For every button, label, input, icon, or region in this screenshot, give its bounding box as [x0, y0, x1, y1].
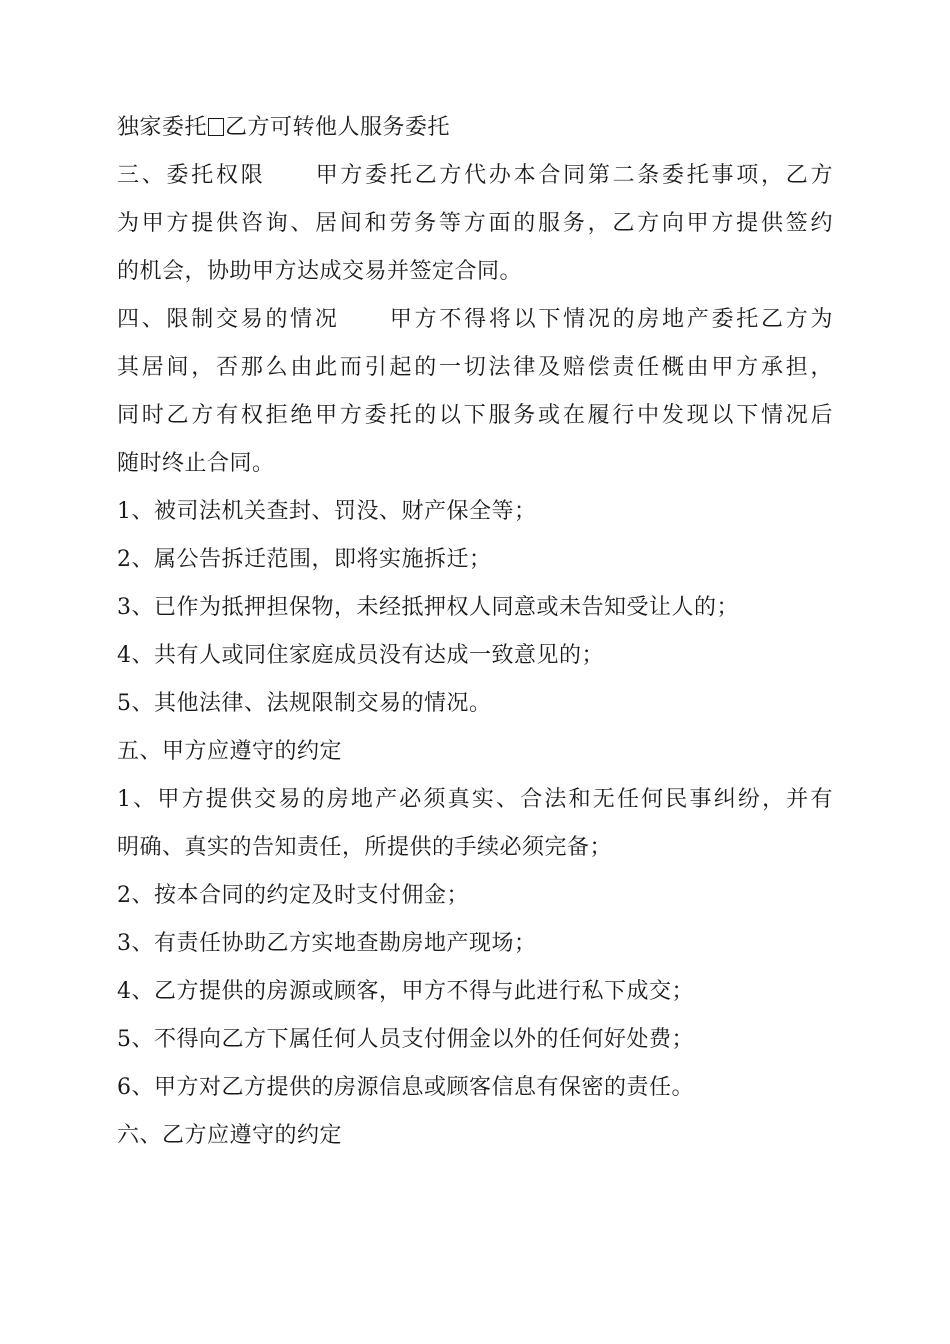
- list-item: 4、共有人或同住家庭成员没有达成一致意见的；: [117, 643, 604, 668]
- section3-text-2: 为甲方提供咨询、居间和劳务等方面的服务，乙方向甲方提供签约: [117, 211, 833, 236]
- list-item: 2、按本合同的约定及时支付佣金；: [117, 883, 469, 908]
- section3-text-3: 的机会，协助甲方达成交易并签定合同。: [117, 259, 523, 284]
- section4-line3: [117, 392, 833, 440]
- delegation-type-line: [117, 104, 833, 152]
- section3-line2: [117, 200, 833, 248]
- section4-text-1: 甲方不得将以下情况的房地产委托乙方为: [387, 307, 833, 332]
- document-body: [117, 104, 833, 1160]
- list-item: 3、已作为抵押担保物，未经抵押权人同意或未告知受让人的；: [117, 595, 739, 620]
- transferable-delegation-label: 乙方可转他人服务委托: [225, 115, 451, 140]
- section3-text-1: 甲方委托乙方代办本合同第二条委托事项，乙方: [313, 163, 833, 188]
- section6-heading: 六、乙方应遵守的约定: [117, 1123, 343, 1148]
- section4-text-3: 同时乙方有权拒绝甲方委托的以下服务或在履行中发现以下情况后: [117, 403, 833, 428]
- section4-text-2: 其居间，否那么由此而引起的一切法律及赔偿责任概由甲方承担，: [117, 355, 833, 380]
- section3-heading: 三、委托权限: [117, 163, 266, 188]
- list-item: 6、甲方对乙方提供的房源信息或顾客信息有保密的责任。: [117, 1075, 694, 1100]
- section3-line1: [117, 152, 833, 200]
- section4-line4: [117, 440, 833, 488]
- list-item: 4、乙方提供的房源或顾客，甲方不得与此进行私下成交；: [117, 979, 694, 1004]
- list-item: 2、属公告拆迁范围，即将实施拆迁；: [117, 547, 492, 572]
- checkbox-icon: [208, 118, 224, 136]
- section4-line2: [117, 344, 833, 392]
- section5-item1-line2: 明确、真实的告知责任，所提供的手续必须完备；: [117, 835, 613, 860]
- section5-item1-line1: [117, 776, 833, 824]
- section3-line3: [117, 248, 833, 296]
- list-item: 1、被司法机关查封、罚没、财产保全等；: [117, 499, 537, 524]
- list-item: 3、有责任协助乙方实地查勘房地产现场；: [117, 931, 537, 956]
- section5-heading: 五、甲方应遵守的约定: [117, 739, 343, 764]
- section5-item1-text-1: 1、甲方提供交易的房地产必须真实、合法和无任何民事纠纷，并有: [117, 787, 833, 812]
- section4-text-4: 随时终止合同。: [117, 451, 275, 476]
- list-item: 5、其他法律、法规限制交易的情况。: [117, 691, 492, 716]
- section4-line1: [117, 296, 833, 344]
- exclusive-delegation-label: 独家委托: [117, 115, 208, 140]
- section4-heading: 四、限制交易的情况: [117, 307, 340, 332]
- list-item: 5、不得向乙方下属任何人员支付佣金以外的任何好处费；: [117, 1027, 694, 1052]
